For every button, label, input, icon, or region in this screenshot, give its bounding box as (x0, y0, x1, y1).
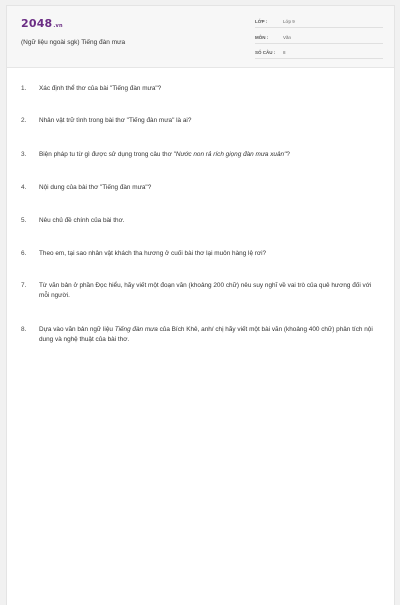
document-title: (Ngữ liệu ngoài sgk) Tiếng đàn mưa (21, 39, 126, 46)
meta-label: LỚP : (255, 19, 268, 24)
logo-suffix: .vn (53, 23, 63, 29)
site-logo[interactable] (21, 17, 63, 30)
question-text (39, 150, 379, 160)
question-text-part: ? (286, 151, 290, 158)
meta-value: 8 (283, 50, 286, 55)
meta-label: SỐ CÂU : (255, 50, 276, 55)
question-text-part: Biện pháp tu từ gì được sử dụng trong câu thơ (39, 151, 174, 158)
question-quote: "Nước non rả rích giọng đàn mưa xuân" (173, 151, 287, 158)
meta-row-subject (255, 32, 383, 44)
question-number: 5. (21, 217, 27, 224)
question-text (39, 325, 379, 345)
meta-row-question-count (255, 47, 383, 59)
question-text (39, 116, 379, 126)
question-text-part: Từ văn bản ở phần Đọc hiểu, hãy viết một đoạn văn (khoảng 200 chữ) nêu suy nghĩ về vai trò của quê hương đối với mỗi người. (39, 282, 372, 299)
question-text (39, 183, 379, 193)
question-number: 2. (21, 117, 27, 124)
question-number: 3. (21, 151, 27, 158)
question-text (39, 249, 379, 259)
question-number: 8. (21, 326, 27, 333)
question-text (39, 216, 379, 226)
question-text-part: Dựa vào văn bản ngữ liệu (39, 326, 115, 333)
question-number: 4. (21, 184, 27, 191)
meta-value: Lớp 9 (283, 19, 295, 24)
meta-row-class (255, 16, 383, 28)
question-text-part: của Bích Khê, anh/ chị hãy viết một bài văn (khoảng 400 chữ) phân tích nội dung và nghệ thuật của bài thơ. (39, 326, 373, 343)
question-text-part: Xác định thể thơ của bài "Tiếng đàn mưa"? (39, 85, 162, 92)
question-number: 7. (21, 282, 27, 289)
question-text-part: Theo em, tại sao nhân vật khách tha hương ở cuối bài thơ lại muôn hàng lệ rơi? (39, 250, 267, 257)
question-text-part: Nêu chủ đề chính của bài thơ. (39, 217, 125, 224)
logo-text: 2048 (21, 17, 53, 30)
question-text-part: Nhân vật trữ tình trong bài thơ "Tiếng đàn mưa" là ai? (39, 117, 192, 124)
meta-value: Văn (283, 35, 292, 40)
worksheet-page (6, 5, 395, 605)
meta-label: MÔN : (255, 35, 269, 40)
question-text (39, 84, 379, 94)
question-text (39, 281, 379, 301)
worksheet-header (7, 6, 394, 68)
question-work-title: Tiếng đàn mưa (114, 326, 158, 333)
question-number: 1. (21, 85, 27, 92)
question-text-part: Nội dung của bài thơ "Tiếng đàn mưa"? (39, 184, 152, 191)
question-number: 6. (21, 250, 27, 257)
